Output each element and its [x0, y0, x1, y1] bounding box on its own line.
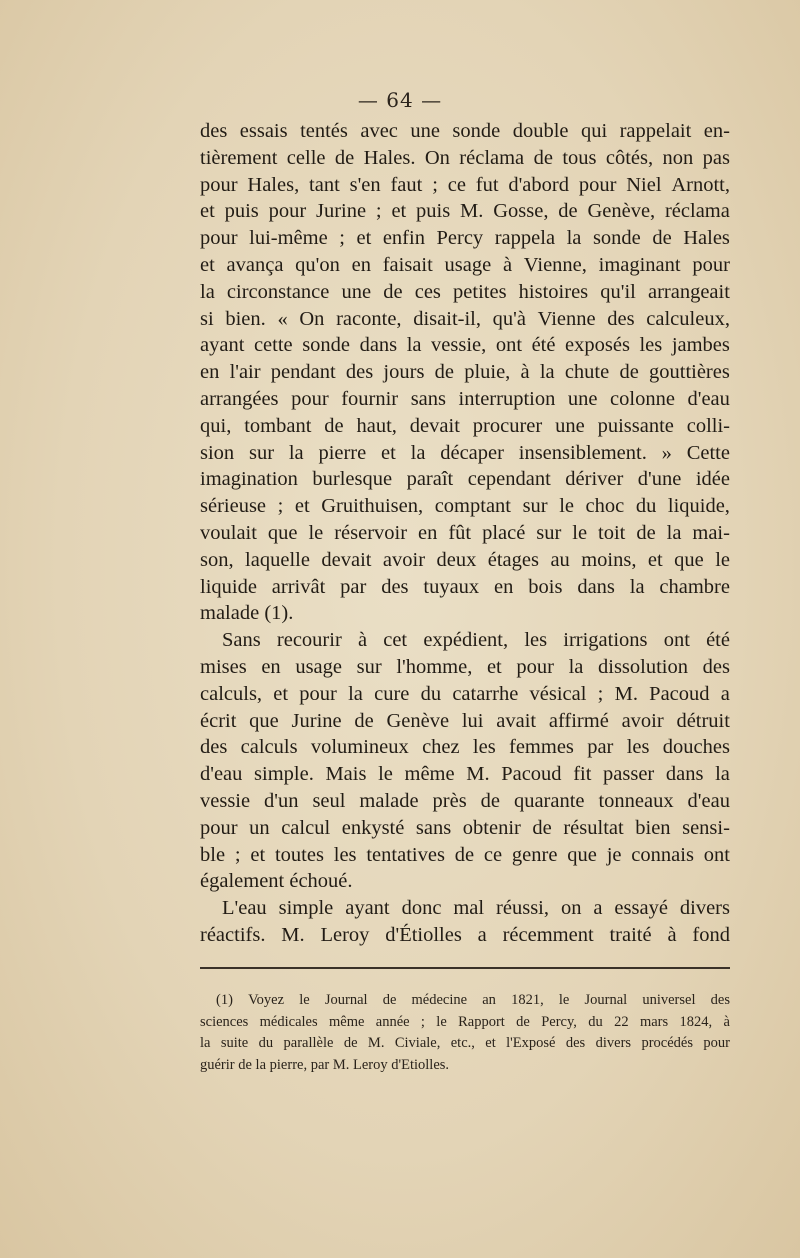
text-line: réactifs. M. Leroy d'Étiolles a récemment traité à fond — [200, 923, 730, 946]
text-line: sérieuse ; et Gruithuisen, comptant sur le choc du liquide, — [200, 495, 730, 518]
text-line: la circonstance une de ces petites histoires qu'il arrangeait — [200, 280, 730, 303]
text-line: L'eau simple ayant donc mal réussi, on a essayé divers — [222, 897, 730, 920]
footnotes — [200, 990, 730, 1076]
text-line: et puis pour Jurine ; et puis M. Gosse, de Genève, réclama — [200, 200, 730, 223]
text-line: des calculs volumineux chez les femmes par les douches — [200, 736, 730, 759]
text-line: si bien. « On raconte, disait-il, qu'à Vienne des calculeux, — [200, 307, 730, 330]
text-line: sion sur la pierre et la décaper insensiblement. » Cette — [200, 441, 730, 464]
text-line: vessie d'un seul malade près de quarante tonneaux d'eau — [200, 789, 730, 812]
page-number: — 64 — — [357, 88, 443, 112]
text-line: tièrement celle de Hales. On réclama de tous côtés, non pas — [200, 146, 730, 169]
footnote-rule — [200, 967, 730, 969]
text-line: également échoué. — [200, 870, 353, 893]
text-line: imagination burlesque paraît cependant dériver d'une idée — [200, 468, 730, 491]
text-line: en l'air pendant des jours de pluie, à la chute de gouttières — [200, 361, 730, 384]
text-line: mises en usage sur l'homme, et pour la dissolution des — [200, 655, 730, 678]
text-line: ble ; et toutes les tentatives de ce genre que je connais ont — [200, 843, 730, 866]
text-line: des essais tentés avec une sonde double qui rappelait en- — [200, 120, 730, 142]
footnote-line: guérir de la pierre, par M. Leroy d'Etiolles. — [200, 1056, 450, 1073]
footnote-line: (1) Voyez le Journal de médecine an 1821, le Journal universel des — [216, 992, 730, 1008]
text-line: écrit que Jurine de Genève lui avait affirmé avoir détruit — [200, 709, 730, 732]
text-line: d'eau simple. Mais le même M. Pacoud fit passer dans la — [200, 763, 730, 786]
text-line: qui, tombant de haut, devait procurer une puissante colli- — [200, 414, 730, 437]
text-line: malade (1). — [200, 602, 294, 625]
text-line: ayant cette sonde dans la vessie, ont été exposés les jambes — [200, 334, 730, 357]
text-line: Sans recourir à cet expédient, les irrigations ont été — [222, 629, 730, 652]
text-line: pour un calcul enkysté sans obtenir de résultat bien sensi- — [200, 816, 730, 839]
footnote-line: sciences médicales même année ; le Rapport de Percy, du 22 mars 1824, à — [200, 1013, 730, 1030]
text-line: pour lui-même ; et enfin Percy rappela la sonde de Hales — [200, 227, 730, 250]
text-line: voulait que le réservoir en fût placé sur le toit de la mai- — [200, 521, 730, 544]
text-line: et avança qu'on en faisait usage à Vienne, imaginant pour — [200, 253, 730, 276]
text-line: liquide arrivât par des tuyaux en bois dans la chambre — [200, 575, 730, 598]
text-line: arrangées pour fournir sans interruption une colonne d'eau — [200, 387, 730, 410]
text-line: calculs, et pour la cure du catarrhe vésical ; M. Pacoud a — [200, 682, 730, 705]
footnote-line: la suite du parallèle de M. Civiale, etc., et l'Exposé des divers procédés pour — [200, 1035, 730, 1051]
text-line: pour Hales, tant s'en faut ; ce fut d'abord pour Niel Arnott, — [200, 173, 730, 196]
text-line: son, laquelle devait avoir deux étages au moins, et que le — [200, 548, 730, 571]
body-text — [200, 118, 730, 949]
